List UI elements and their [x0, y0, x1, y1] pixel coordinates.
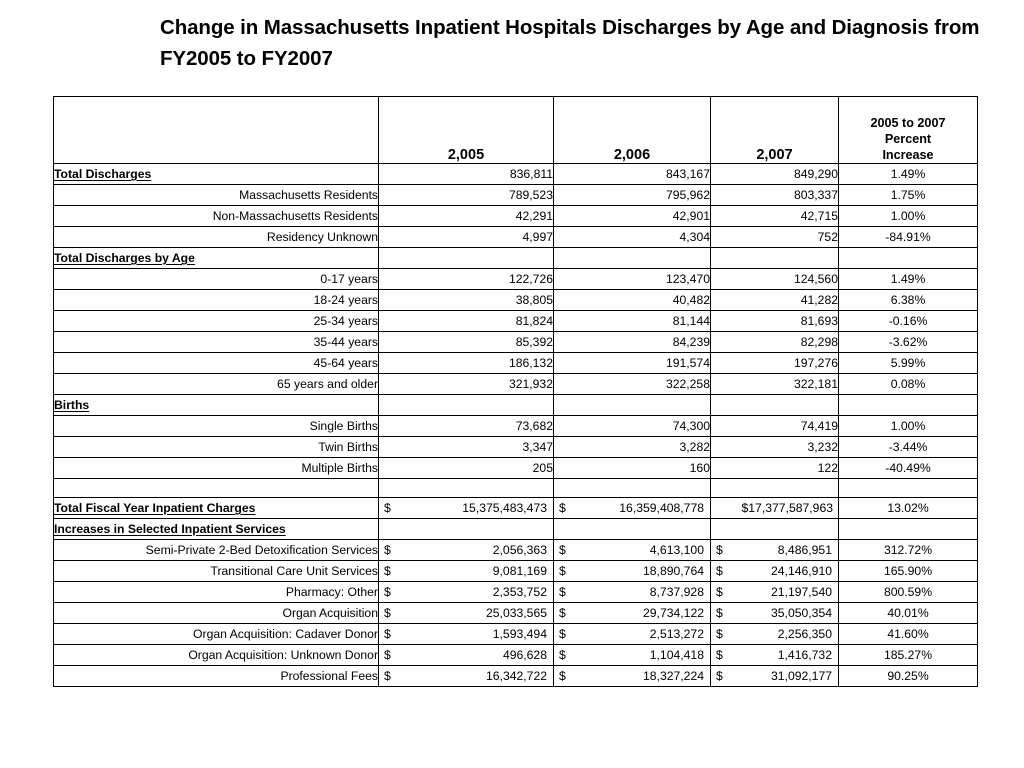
cell-2006: [554, 540, 711, 561]
cell-2006: 74,300: [554, 416, 711, 437]
row-section-label: [54, 498, 379, 519]
cell-2007: [711, 582, 839, 603]
table-row: [54, 374, 978, 395]
amount-value: 25,033,565: [486, 606, 547, 620]
cell-2007: [711, 624, 839, 645]
currency-symbol: $: [716, 648, 723, 662]
table-row: [54, 498, 978, 519]
currency-symbol: $: [559, 543, 566, 557]
cell-percent-increase: 13.02%: [839, 498, 978, 519]
row-item-label: Organ Acquisition: Cadaver Donor: [54, 624, 379, 645]
cell-2005: 186,132: [379, 353, 554, 374]
cell-2005: [379, 582, 554, 603]
row-section-label: [54, 164, 379, 185]
cell-percent-increase: 185.27%: [839, 645, 978, 666]
row-item-label: Semi-Private 2-Bed Detoxification Services: [54, 540, 379, 561]
cell-percent-increase: 165.90%: [839, 561, 978, 582]
currency-symbol: $: [559, 606, 566, 620]
table-row: [54, 395, 978, 416]
cell-2007: [711, 395, 839, 416]
page-title: Change in Massachusetts Inpatient Hospitals Discharges by Age and Diagnosis from FY2005 to FY2007: [160, 16, 980, 70]
header-percent-line3: Increase: [882, 148, 934, 162]
currency-symbol: $: [559, 648, 566, 662]
cell-2005: [379, 498, 554, 519]
cell-percent-increase: [839, 479, 978, 498]
cell-percent-increase: 40.01%: [839, 603, 978, 624]
table-row: [54, 437, 978, 458]
cell-2005: 73,682: [379, 416, 554, 437]
cell-2007: 322,181: [711, 374, 839, 395]
cell-2005: [379, 395, 554, 416]
amount-value: 2,353,752: [492, 585, 547, 599]
amount-value: 1,104,418: [649, 648, 704, 662]
cell-2007: 124,560: [711, 269, 839, 290]
cell-2005: 42,291: [379, 206, 554, 227]
row-item-label: 18-24 years: [54, 290, 379, 311]
cell-percent-increase: 5.99%: [839, 353, 978, 374]
cell-2007: 122: [711, 458, 839, 479]
cell-2006: 123,470: [554, 269, 711, 290]
cell-percent-increase: 1.00%: [839, 416, 978, 437]
currency-symbol: $: [384, 627, 391, 641]
currency-symbol: $: [559, 669, 566, 683]
cell-2005: [379, 248, 554, 269]
cell-2006: 84,239: [554, 332, 711, 353]
cell-2005: 789,523: [379, 185, 554, 206]
cell-percent-increase: [839, 395, 978, 416]
amount-value: 2,056,363: [492, 543, 547, 557]
cell-percent-increase: [839, 519, 978, 540]
amount-value: 35,050,354: [771, 606, 832, 620]
row-item-label: Non-Massachusetts Residents: [54, 206, 379, 227]
cell-2007: [711, 479, 839, 498]
currency-symbol: $: [559, 585, 566, 599]
cell-2005: 836,811: [379, 164, 554, 185]
cell-2007: [711, 540, 839, 561]
row-label-text: Total Discharges by Age: [54, 251, 195, 265]
cell-2006: [554, 582, 711, 603]
table-body: [54, 97, 978, 687]
table-header-row: [54, 97, 978, 164]
cell-2006: 795,962: [554, 185, 711, 206]
cell-percent-increase: -0.16%: [839, 311, 978, 332]
cell-2006: 81,144: [554, 311, 711, 332]
cell-percent-increase: 1.00%: [839, 206, 978, 227]
cell-percent-increase: 41.60%: [839, 624, 978, 645]
row-item-label: Transitional Care Unit Services: [54, 561, 379, 582]
cell-percent-increase: 0.08%: [839, 374, 978, 395]
row-item-label: 35-44 years: [54, 332, 379, 353]
amount-value: 1,416,732: [777, 648, 832, 662]
cell-2007: 74,419: [711, 416, 839, 437]
cell-2006: [554, 561, 711, 582]
cell-2005: 81,824: [379, 311, 554, 332]
row-section-label: [54, 519, 379, 540]
cell-2007: 81,693: [711, 311, 839, 332]
cell-2006: [554, 666, 711, 687]
currency-symbol: $: [384, 585, 391, 599]
table-row: [54, 603, 978, 624]
row-item-label: Single Births: [54, 416, 379, 437]
amount-value: 21,197,540: [771, 585, 832, 599]
cell-2006: [554, 479, 711, 498]
currency-symbol: $: [716, 669, 723, 683]
currency-symbol: $: [384, 669, 391, 683]
amount-value: 4,613,100: [649, 543, 704, 557]
cell-2006: 191,574: [554, 353, 711, 374]
cell-percent-increase: -84.91%: [839, 227, 978, 248]
currency-symbol: $: [559, 501, 566, 515]
cell-2006: 40,482: [554, 290, 711, 311]
header-percent-line2: Percent: [884, 132, 932, 146]
cell-2005: [379, 624, 554, 645]
table-row: [54, 248, 978, 269]
currency-symbol: $: [384, 564, 391, 578]
cell-2005: [379, 645, 554, 666]
row-item-label: 65 years and older: [54, 374, 379, 395]
cell-2005: 122,726: [379, 269, 554, 290]
cell-2007: [711, 645, 839, 666]
amount-value: 24,146,910: [771, 564, 832, 578]
cell-2005: 38,805: [379, 290, 554, 311]
row-label-text: Total Fiscal Year Inpatient Charges: [54, 501, 256, 515]
currency-symbol: $: [716, 606, 723, 620]
discharges-table: [53, 96, 978, 687]
table-row: [54, 666, 978, 687]
cell-percent-increase: 1.75%: [839, 185, 978, 206]
cell-2007: 752: [711, 227, 839, 248]
table-row: [54, 645, 978, 666]
currency-symbol: $: [716, 564, 723, 578]
currency-symbol: $: [716, 585, 723, 599]
table-row: [54, 624, 978, 645]
currency-symbol: $: [384, 648, 391, 662]
cell-2006: 160: [554, 458, 711, 479]
table-row: [54, 206, 978, 227]
cell-2005: 4,997: [379, 227, 554, 248]
amount-value: 29,734,122: [643, 606, 704, 620]
table-row: [54, 164, 978, 185]
header-percent-increase: [839, 97, 978, 164]
cell-percent-increase: 312.72%: [839, 540, 978, 561]
currency-symbol: $: [384, 543, 391, 557]
table-row: [54, 332, 978, 353]
amount-value: 9,081,169: [492, 564, 547, 578]
cell-2005: 85,392: [379, 332, 554, 353]
cell-2007: 197,276: [711, 353, 839, 374]
cell-2007: 849,290: [711, 164, 839, 185]
cell-2007: [711, 498, 839, 519]
cell-percent-increase: 1.49%: [839, 164, 978, 185]
cell-2007: [711, 666, 839, 687]
header-2007: 2,007: [711, 97, 839, 164]
cell-2005: [379, 540, 554, 561]
amount-value: 496,628: [502, 648, 547, 662]
cell-percent-increase: -3.62%: [839, 332, 978, 353]
cell-percent-increase: -40.49%: [839, 458, 978, 479]
currency-symbol: $: [384, 501, 391, 515]
row-blank-label: [54, 479, 379, 498]
cell-2007: 41,282: [711, 290, 839, 311]
row-item-label: 0-17 years: [54, 269, 379, 290]
row-item-label: Organ Acquisition: Unknown Donor: [54, 645, 379, 666]
cell-2006: 3,282: [554, 437, 711, 458]
table-spacer-row: [54, 479, 978, 498]
cell-2007: [711, 561, 839, 582]
row-label-text: Total Discharges: [54, 167, 152, 181]
table-row: [54, 269, 978, 290]
row-item-label: 25-34 years: [54, 311, 379, 332]
cell-2007: [711, 603, 839, 624]
amount-value: 1,593,494: [492, 627, 547, 641]
cell-2006: [554, 395, 711, 416]
cell-2006: 843,167: [554, 164, 711, 185]
row-item-label: Twin Births: [54, 437, 379, 458]
amount-value: 2,513,272: [649, 627, 704, 641]
row-item-label: Massachusetts Residents: [54, 185, 379, 206]
row-section-label: [54, 395, 379, 416]
amount-value: 16,359,408,778: [619, 501, 704, 515]
row-item-label: Organ Acquisition: [54, 603, 379, 624]
table-row: [54, 416, 978, 437]
cell-percent-increase: -3.44%: [839, 437, 978, 458]
row-item-label: 45-64 years: [54, 353, 379, 374]
cell-2005: [379, 479, 554, 498]
currency-symbol: $: [384, 606, 391, 620]
cell-2006: [554, 498, 711, 519]
amount-value: 31,092,177: [771, 669, 832, 683]
header-percent-line1: 2005 to 2007: [870, 116, 946, 130]
table-row: [54, 540, 978, 561]
cell-2007: 803,337: [711, 185, 839, 206]
row-item-label: Residency Unknown: [54, 227, 379, 248]
header-label-cell: [54, 97, 379, 164]
cell-2006: [554, 248, 711, 269]
cell-2005: 3,347: [379, 437, 554, 458]
amount-value: 16,342,722: [486, 669, 547, 683]
cell-percent-increase: 1.49%: [839, 269, 978, 290]
currency-symbol: $: [559, 564, 566, 578]
cell-2005: 205: [379, 458, 554, 479]
table-row: [54, 290, 978, 311]
cell-percent-increase: 800.59%: [839, 582, 978, 603]
cell-2006: [554, 624, 711, 645]
row-item-label: Pharmacy: Other: [54, 582, 379, 603]
cell-2006: 4,304: [554, 227, 711, 248]
row-label-text: Births: [54, 398, 90, 412]
table-row: [54, 561, 978, 582]
table-row: [54, 227, 978, 248]
cell-2005: [379, 519, 554, 540]
cell-2006: [554, 645, 711, 666]
row-section-label: [54, 248, 379, 269]
table-row: [54, 458, 978, 479]
amount-value: 2,256,350: [777, 627, 832, 641]
row-label-text: Increases in Selected Inpatient Services: [54, 522, 286, 536]
table-row: [54, 353, 978, 374]
cell-2007: [711, 248, 839, 269]
table-row: [54, 519, 978, 540]
amount-value: 8,486,951: [777, 543, 832, 557]
cell-2007: 42,715: [711, 206, 839, 227]
cell-2007: 3,232: [711, 437, 839, 458]
cell-percent-increase: 6.38%: [839, 290, 978, 311]
table-row: [54, 185, 978, 206]
cell-2007: [711, 519, 839, 540]
table-row: [54, 582, 978, 603]
cell-2006: [554, 519, 711, 540]
cell-percent-increase: [839, 248, 978, 269]
amount-value: 18,890,764: [643, 564, 704, 578]
currency-symbol: $: [716, 543, 723, 557]
row-item-label: Professional Fees: [54, 666, 379, 687]
row-item-label: Multiple Births: [54, 458, 379, 479]
amount-value: 18,327,224: [643, 669, 704, 683]
header-2006: 2,006: [554, 97, 711, 164]
amount-value: 8,737,928: [649, 585, 704, 599]
table-row: [54, 311, 978, 332]
amount-value: 15,375,483,473: [462, 501, 547, 515]
cell-2006: 322,258: [554, 374, 711, 395]
cell-2006: [554, 603, 711, 624]
amount-value: $17,377,587,963: [741, 501, 833, 515]
currency-symbol: $: [559, 627, 566, 641]
cell-2006: 42,901: [554, 206, 711, 227]
cell-percent-increase: 90.25%: [839, 666, 978, 687]
discharges-table-container: [53, 96, 977, 687]
cell-2005: [379, 561, 554, 582]
cell-2005: [379, 666, 554, 687]
cell-2005: 321,932: [379, 374, 554, 395]
cell-2005: [379, 603, 554, 624]
currency-symbol: $: [716, 627, 723, 641]
cell-2007: 82,298: [711, 332, 839, 353]
header-2005: 2,005: [379, 97, 554, 164]
